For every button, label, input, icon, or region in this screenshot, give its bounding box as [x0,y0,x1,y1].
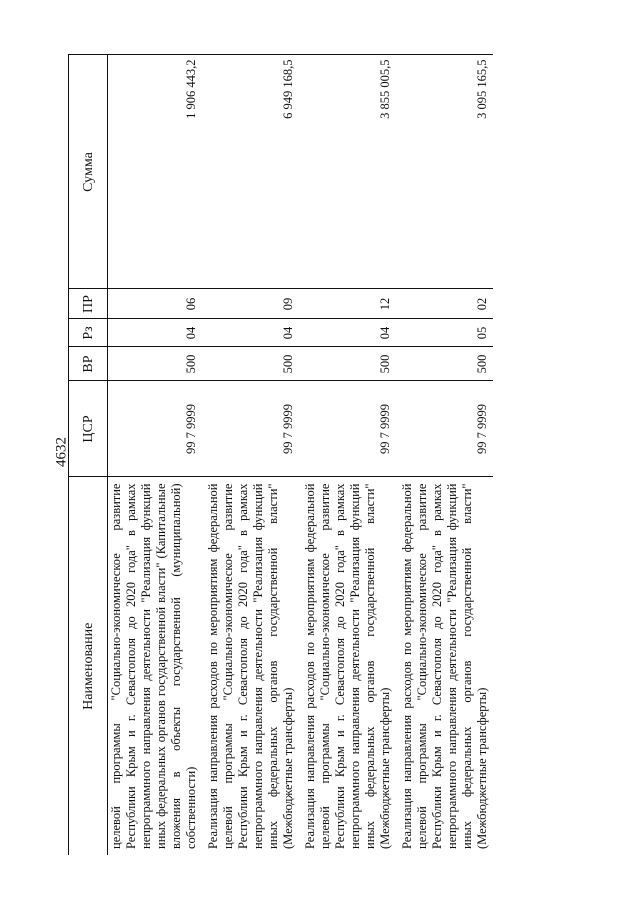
header-name: Наименование [69,477,108,855]
table-row [299,55,396,855]
row-csr: 99 7 9999 [108,381,203,477]
header-row [69,55,108,855]
row-csr: 99 7 9999 [299,381,396,477]
row-vr: 500 [108,347,203,381]
row-name: целевой программы "Социально-экономическое развитие Республики Крым и г. Севастополя до 2020 года" в рамках непрограммного направления деятельности "Реализация функций иных федеральных органов государственной власти" (Капитальные вложения в объекты государственной (муниципальной) собственности) [108,477,203,855]
budget-table [68,55,493,856]
row-pr: 12 [299,289,396,319]
row-vr: 500 [396,347,493,381]
row-pr: 06 [108,289,203,319]
row-csr: 99 7 9999 [396,381,493,477]
row-vr: 500 [202,347,299,381]
row-pr: 02 [396,289,493,319]
row-sum: 3 095 165,5 [396,55,493,289]
row-sum: 3 855 005,5 [299,55,396,289]
row-pr: 09 [202,289,299,319]
row-rz: 04 [299,319,396,347]
header-vr: ВР [69,347,108,381]
row-csr: 99 7 9999 [202,381,299,477]
row-sum: 6 949 168,5 [202,55,299,289]
row-name: Реализация направления расходов по мероприятиям федеральной целевой программы "Социально-экономическое развитие Республики Крым и г. Севастополя до 2020 года" в рамках непрограммного направления деятельности "Реализация функций иных федеральных органов государственной власти" (Межбюджетные трансферты) [299,477,396,855]
page-number: 4632 [53,437,70,467]
table-row [202,55,299,855]
row-vr: 500 [299,347,396,381]
row-name: Реализация направления расходов по мероприятиям федеральной целевой программы "Социально-экономическое развитие Республики Крым и г. Севастополя до 2020 года" в рамках непрограммного направления деятельности "Реализация функций иных федеральных органов государственной власти" (Межбюджетные трансферты) [202,477,299,855]
row-name: Реализация направления расходов по мероприятиям федеральной целевой программы "Социально-экономическое развитие Республики Крым и г. Севастополя до 2020 года" в рамках непрограммного направления деятельности "Реализация функций иных федеральных органов государственной власти" (Межбюджетные трансферты) [396,477,493,855]
row-rz: 04 [202,319,299,347]
header-csr: ЦСР [69,381,108,477]
table-row [108,55,203,855]
rotated-table-container [68,55,588,855]
header-pr: ПР [69,289,108,319]
row-sum: 1 906 443,2 [108,55,203,289]
row-rz: 04 [108,319,203,347]
row-rz: 05 [396,319,493,347]
header-sum: Сумма [69,55,108,289]
header-rz: Рз [69,319,108,347]
table-row [396,55,493,855]
